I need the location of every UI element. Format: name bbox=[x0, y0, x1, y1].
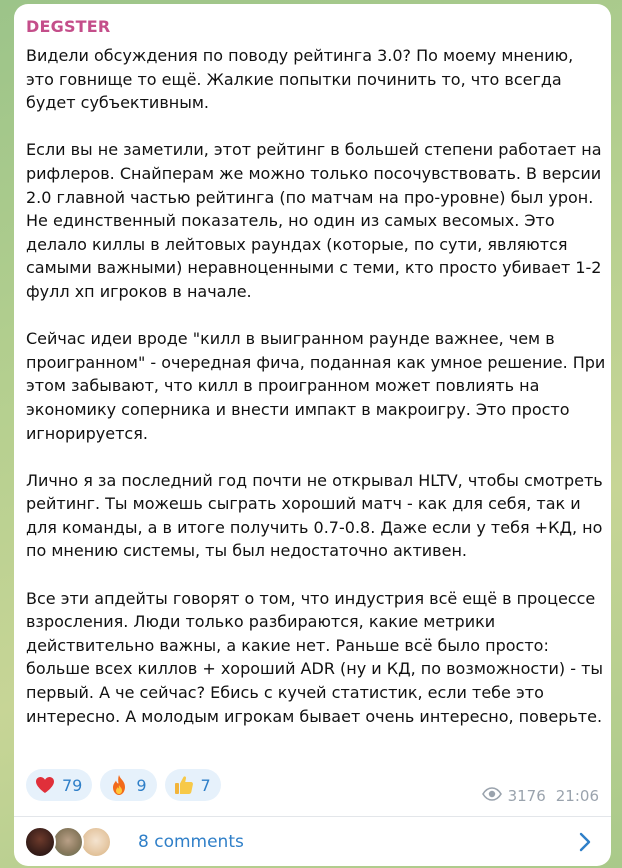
message-meta bbox=[482, 787, 599, 805]
heart-icon bbox=[34, 774, 56, 796]
comments-button[interactable] bbox=[14, 817, 611, 866]
reactions-bar bbox=[26, 769, 221, 801]
message-paragraph: Сейчас идеи вроде "килл в выигранном раунде важнее, чем в проигранном" - очередная фича, поданная как умное решение. При этом забывают, что килл в проигранном может повлиять на экономику соперника и внести импакт в макроигру. Это просто игнорируется. bbox=[26, 329, 606, 443]
eye-icon bbox=[482, 787, 502, 805]
view-count: 3176 bbox=[507, 787, 546, 805]
thumbs-up-icon bbox=[173, 774, 195, 796]
reaction-thumbs-up[interactable] bbox=[165, 769, 221, 801]
reaction-count: 9 bbox=[136, 775, 147, 795]
chevron-right-icon bbox=[573, 830, 597, 854]
reaction-fire[interactable] bbox=[100, 769, 156, 801]
comments-label: 8 comments bbox=[138, 831, 244, 852]
message-paragraph: Лично я за последний год почти не открывал HLTV, чтобы смотреть рейтинг. Ты можешь сыграть хороший матч - как для себя, так и для команды, а в итоге получить 0.7-0.8. Даже если у тебя +КД, но по мнению системы, ты был недостаточно активен. bbox=[26, 470, 603, 561]
author-name[interactable]: DEGSTER bbox=[26, 17, 111, 36]
message-text bbox=[26, 44, 606, 728]
reaction-count: 79 bbox=[62, 775, 83, 795]
message-bubble bbox=[14, 4, 611, 866]
message-paragraph: Если вы не заметили, этот рейтинг в большей степени работает на рифлеров. Снайперам же можно только посочувствовать. В версии 2.0 главной частью рейтинга (по матчам на про-уровне) был урон. Не единственный показатель, но один из самых весомых. Это делало киллы в лейтовых раундах (которые, по сути, являются самыми важными) неравноценными с теми, кто просто убивает 1-2 фулл хп игроков в начале. bbox=[26, 140, 602, 301]
avatar bbox=[80, 826, 112, 858]
fire-icon bbox=[108, 774, 130, 796]
avatar bbox=[52, 826, 84, 858]
message-time: 21:06 bbox=[555, 787, 599, 805]
message-paragraph: Видели обсуждения по поводу рейтинга 3.0? По моему мнению, это говнище то ещё. Жалкие попытки починить то, что всегда будет субъективным. bbox=[26, 46, 574, 113]
message-paragraph: Все эти апдейты говорят о том, что индустрия всё ещё в процессе взросления. Люди только разбираются, какие метрики действительно важны, а какие нет. Раньше всё было просто: больше всех киллов + хороший ADR (ну и КД, по возможности) - ты первый. А че сейчас? Ебись с кучей статистик, если тебе это интересно. А молодым игрокам бывает очень интересно, поверьте. bbox=[26, 588, 604, 726]
commenter-avatars bbox=[24, 824, 124, 860]
reaction-heart[interactable] bbox=[26, 769, 92, 801]
avatar bbox=[24, 826, 56, 858]
reaction-count: 7 bbox=[200, 775, 211, 795]
